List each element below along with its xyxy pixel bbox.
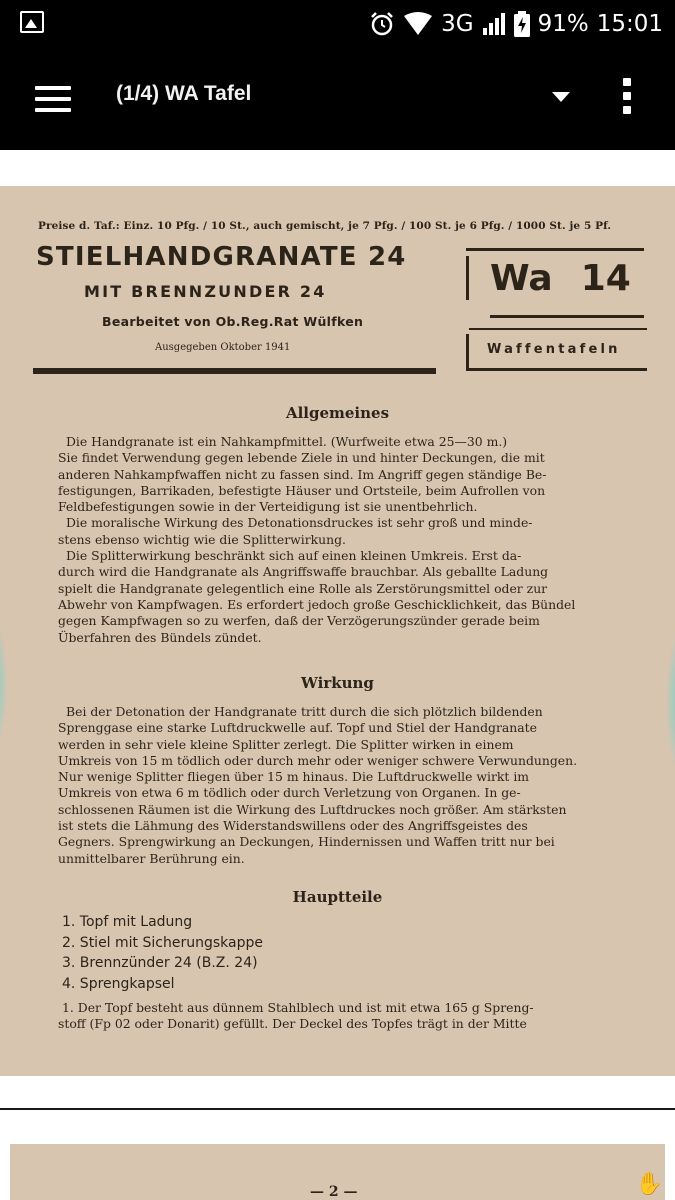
- document-subtitle: MIT BRENNZUNDER 24: [84, 282, 327, 301]
- text-line: Überfahren des Bündels zündet.: [58, 629, 262, 645]
- page-edge-glow-right: [665, 616, 675, 786]
- clock: 15:01: [596, 11, 663, 37]
- list-item: 3. Brennzünder 24 (B.Z. 24): [62, 955, 258, 971]
- text-line: ist stets die Lähmung des Widerstandswillens oder des Angriffsgeistes des: [58, 818, 528, 834]
- section-heading-effect: Wirkung: [301, 674, 374, 692]
- text-line: unmittelbarer Berührung ein.: [58, 850, 245, 866]
- battery-charging-icon: [514, 11, 530, 37]
- text-line: werden in sehr viele kleine Splitter zerlegt. Die Splitter wirken in einem: [58, 736, 514, 752]
- document-page[interactable]: [0, 186, 675, 1076]
- text-line: Die Handgranate ist ein Nahkampfmittel. (Wurfweite etwa 25—30 m.): [66, 434, 508, 449]
- alarm-icon: [369, 11, 395, 37]
- page-number: — 2 —: [310, 1184, 358, 1200]
- text-line: Sie findet Verwendung gegen lebende Ziele in und hinter Deckungen, die mit: [58, 450, 545, 466]
- text-line: Abwehr von Kampfwagen. Es erfordert jedoch große Geschicklichkeit, das Bündel: [58, 596, 576, 612]
- wifi-icon: [403, 12, 433, 36]
- text-line: Sprenggase eine starke Luftdruckwelle auf. Topf und Stiel der Handgranate: [58, 720, 537, 736]
- text-line: Bei der Detonation der Handgranate tritt durch die sich plötzlich bildenden: [66, 704, 543, 719]
- document-page-2[interactable]: [10, 1144, 665, 1200]
- document-title: STIELHANDGRANATE 24: [36, 242, 407, 272]
- wa-number-box: [466, 248, 644, 318]
- section-text-general: [58, 434, 638, 646]
- text-line: gegen Kampfwagen so zu werfen, daß der Verzögerungszünder gerade beim: [58, 613, 540, 629]
- text-line: festigungen, Barrikaden, befestigte Häuser und Ortsteile, beim Aufrollen von: [58, 482, 546, 498]
- text-line: durch wird die Handgranate als Angriffswaffe brauchbar. Als geballte Ladung: [58, 564, 549, 580]
- app-toolbar: [0, 48, 675, 150]
- status-bar-right: [369, 0, 663, 48]
- text-line: stens ebenso wichtig wie die Splitterwirkung.: [58, 531, 346, 547]
- menu-icon[interactable]: [35, 86, 71, 112]
- wa-box-left-rule: [466, 256, 469, 300]
- issue-date: Ausgegeben Oktober 1941: [155, 342, 291, 353]
- toolbar-title: (1/4) WA Tafel: [116, 82, 252, 105]
- list-item: 4. Sprengkapsel: [62, 975, 175, 992]
- wa-box-top-rule: [466, 248, 644, 251]
- text-line: schlossenen Räumen ist die Wirkung des Luftdruckes noch größer. Am stärksten: [58, 801, 567, 817]
- image-notification-icon: [20, 11, 44, 33]
- parts-list: [62, 912, 263, 994]
- signal-icon: [482, 12, 506, 36]
- text-line: Die moralische Wirkung des Detonationsdruckes ist sehr groß und minde-: [66, 515, 533, 531]
- text-line: stoff (Fp 02 oder Donarit) gefüllt. Der Deckel des Topfes trägt in der Mitte: [58, 1016, 527, 1032]
- text-line: 1. Der Topf besteht aus dünnem Stahlblech und ist mit etwa 165 g Spreng-: [62, 1000, 534, 1015]
- wa-box-bottom-rule: [490, 315, 644, 318]
- network-type: 3G: [441, 11, 474, 37]
- text-line: Nur wenige Splitter fliegen über 15 m hinaus. Die Luftdruckwelle wirkt im: [58, 769, 530, 785]
- text-line: Umkreis von etwa 6 m tödlich oder durch Verletzung von Organen. In ge-: [58, 785, 521, 801]
- page-separator: [0, 1108, 675, 1110]
- status-bar: [0, 0, 675, 48]
- text-line: Feldbefestigungen sowie in der Verteidigung ist sie unentbehrlich.: [58, 499, 478, 515]
- author-line: Bearbeitet von Ob.Reg.Rat Wülfken: [102, 314, 364, 329]
- list-item: 1. Topf mit Ladung: [62, 914, 193, 930]
- section-heading-general: Allgemeines: [285, 404, 390, 422]
- section-text-main-parts: [58, 1000, 638, 1033]
- text-line: anderen Nahkampfwaffen nicht zu fassen sind. Im Angriff gegen ständige Be-: [58, 466, 547, 482]
- series-box: [466, 334, 647, 371]
- wa-prefix: Wa: [490, 258, 553, 299]
- section-text-effect: [58, 704, 638, 867]
- chevron-down-icon[interactable]: [552, 92, 570, 102]
- hand-cursor-icon: ✋: [635, 1172, 663, 1197]
- text-line: Gegners. Sprengwirkung an Deckungen, Hindernissen und Waffen tritt nur bei: [58, 834, 555, 850]
- section-heading-main-parts: Hauptteile: [292, 888, 383, 906]
- text-line: Umkreis von 15 m tödlich oder durch mehr oder weniger schwere Verwundungen.: [58, 752, 578, 768]
- overflow-menu-icon[interactable]: [620, 78, 634, 122]
- title-rule: [33, 368, 436, 374]
- text-line: Die Splitterwirkung beschränkt sich auf einen kleinen Umkreis. Erst da-: [66, 548, 522, 564]
- series-box-top-rule: [469, 328, 647, 330]
- battery-level: 91%: [537, 11, 589, 37]
- list-item: 2. Stiel mit Sicherungskappe: [62, 934, 263, 951]
- wa-code: [490, 258, 644, 299]
- text-line: spielt die Handgranate gelegentlich eine Rolle als Zerstörungsmittel oder zur: [58, 580, 548, 596]
- price-line: Preise d. Taf.: Einz. 10 Pfg. / 10 St., auch gemischt, je 7 Pfg. / 100 St. je 6 Pfg. / 1000 St. je 5 Pf.: [38, 220, 612, 232]
- series-label: Waffentafeln: [487, 342, 621, 357]
- wa-number: 14: [580, 258, 631, 299]
